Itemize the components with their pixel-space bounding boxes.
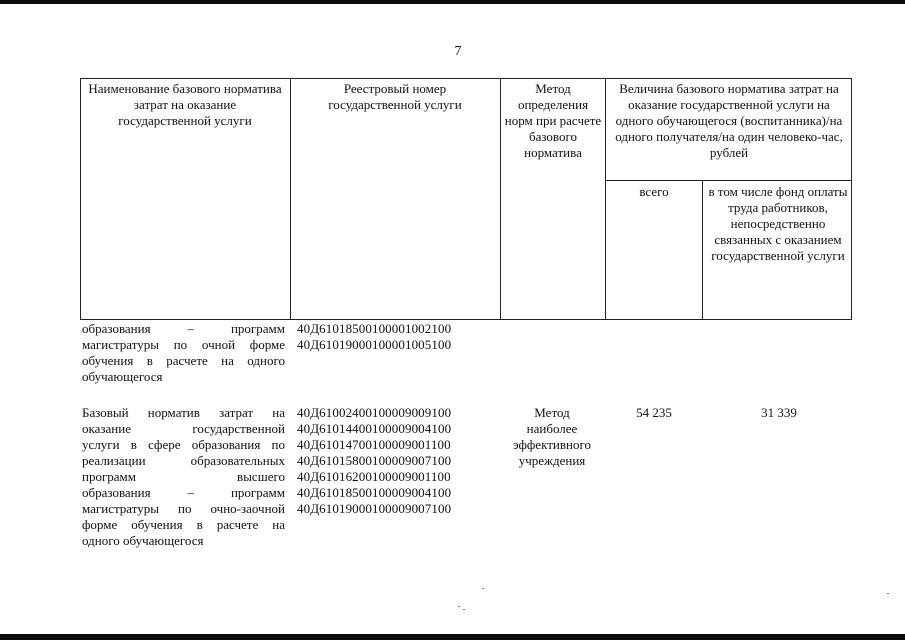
header-col-border-5 bbox=[851, 78, 852, 320]
row2-line: оказание государственной bbox=[82, 421, 285, 436]
header-method-cell: Метод определения норм при расчете базового норматива bbox=[504, 81, 602, 160]
header-value-cell: Величина базового норматива затрат на оказание государственной услуги на одного обучающегося (воспитанника)/на одного получателя/на один человеко-час, рублей bbox=[615, 81, 843, 160]
header-name-cell: Наименование базового норматива затрат на оказание государственной услуги bbox=[88, 81, 282, 128]
page-number: 7 bbox=[454, 44, 462, 59]
row2-line: Базовый норматив затрат на bbox=[82, 405, 285, 420]
row2-method bbox=[502, 405, 602, 469]
header-col-border-3 bbox=[500, 78, 501, 320]
header-total-cell: всего bbox=[639, 184, 669, 199]
scan-speck bbox=[458, 606, 460, 607]
row2-service-name bbox=[82, 405, 285, 549]
header-col-border-2 bbox=[290, 78, 291, 320]
row1-line: магистратуры по очной форме bbox=[82, 337, 285, 352]
row2-wage-fund-value: 31 339 bbox=[761, 405, 797, 420]
header-wage-fund-cell: в том числе фонд оплаты труда работников, непосредственно связанных с оказанием государственной услуги bbox=[708, 184, 848, 263]
registry-code: 40Д61014400100009004100 bbox=[297, 421, 452, 436]
table-header bbox=[80, 78, 852, 320]
scan-speck bbox=[482, 588, 484, 589]
row1-service-name bbox=[82, 321, 285, 385]
scan-speck bbox=[887, 593, 889, 594]
row2-total-value: 54 235 bbox=[636, 405, 672, 420]
row2-registry-codes bbox=[297, 405, 451, 517]
row2-line: реализации образовательных bbox=[82, 453, 285, 468]
row1-line: образования – программ bbox=[82, 321, 285, 336]
scan-speck bbox=[463, 609, 465, 610]
registry-code: 40Д61019000100001005100 bbox=[297, 337, 452, 352]
header-subcol-border bbox=[702, 180, 703, 320]
scan-border-bottom bbox=[0, 634, 905, 640]
method-line: эффективного bbox=[513, 437, 591, 452]
row2-line: форме обучения в расчете на bbox=[82, 517, 285, 532]
row1-registry-codes bbox=[297, 321, 451, 353]
registry-code: 40Д61016200100009001100 bbox=[297, 469, 451, 484]
method-line: Метод bbox=[534, 405, 570, 420]
row1-line: обучающегося bbox=[82, 369, 163, 384]
registry-code: 40Д61018500100001002100 bbox=[297, 321, 452, 336]
row2-line: образования – программ bbox=[82, 485, 285, 500]
header-bottom-border bbox=[80, 319, 852, 320]
header-subdivider bbox=[605, 180, 852, 181]
row2-line: магистратуры по очно-заочной bbox=[82, 501, 285, 516]
header-top-border bbox=[80, 78, 852, 79]
row1-line: обучения в расчете на одного bbox=[82, 353, 285, 368]
row2-line: одного обучающегося bbox=[82, 533, 204, 548]
header-registry-cell: Реестровый номер государственной услуги bbox=[328, 81, 462, 112]
registry-code: 40Д61018500100009004100 bbox=[297, 485, 452, 500]
row2-line: услуги в сфере образования по bbox=[82, 437, 285, 452]
header-col-border-4 bbox=[605, 78, 606, 320]
registry-code: 40Д61019000100009007100 bbox=[297, 501, 452, 516]
scan-border-top bbox=[0, 0, 905, 4]
header-col-border-1 bbox=[80, 78, 81, 320]
row2-line: программ высшего bbox=[82, 469, 285, 484]
registry-code: 40Д61015800100009007100 bbox=[297, 453, 452, 468]
method-line: наиболее bbox=[526, 421, 578, 436]
method-line: учреждения bbox=[518, 453, 586, 468]
registry-code: 40Д61014700100009001100 bbox=[297, 437, 451, 452]
registry-code: 40Д61002400100009009100 bbox=[297, 405, 452, 420]
